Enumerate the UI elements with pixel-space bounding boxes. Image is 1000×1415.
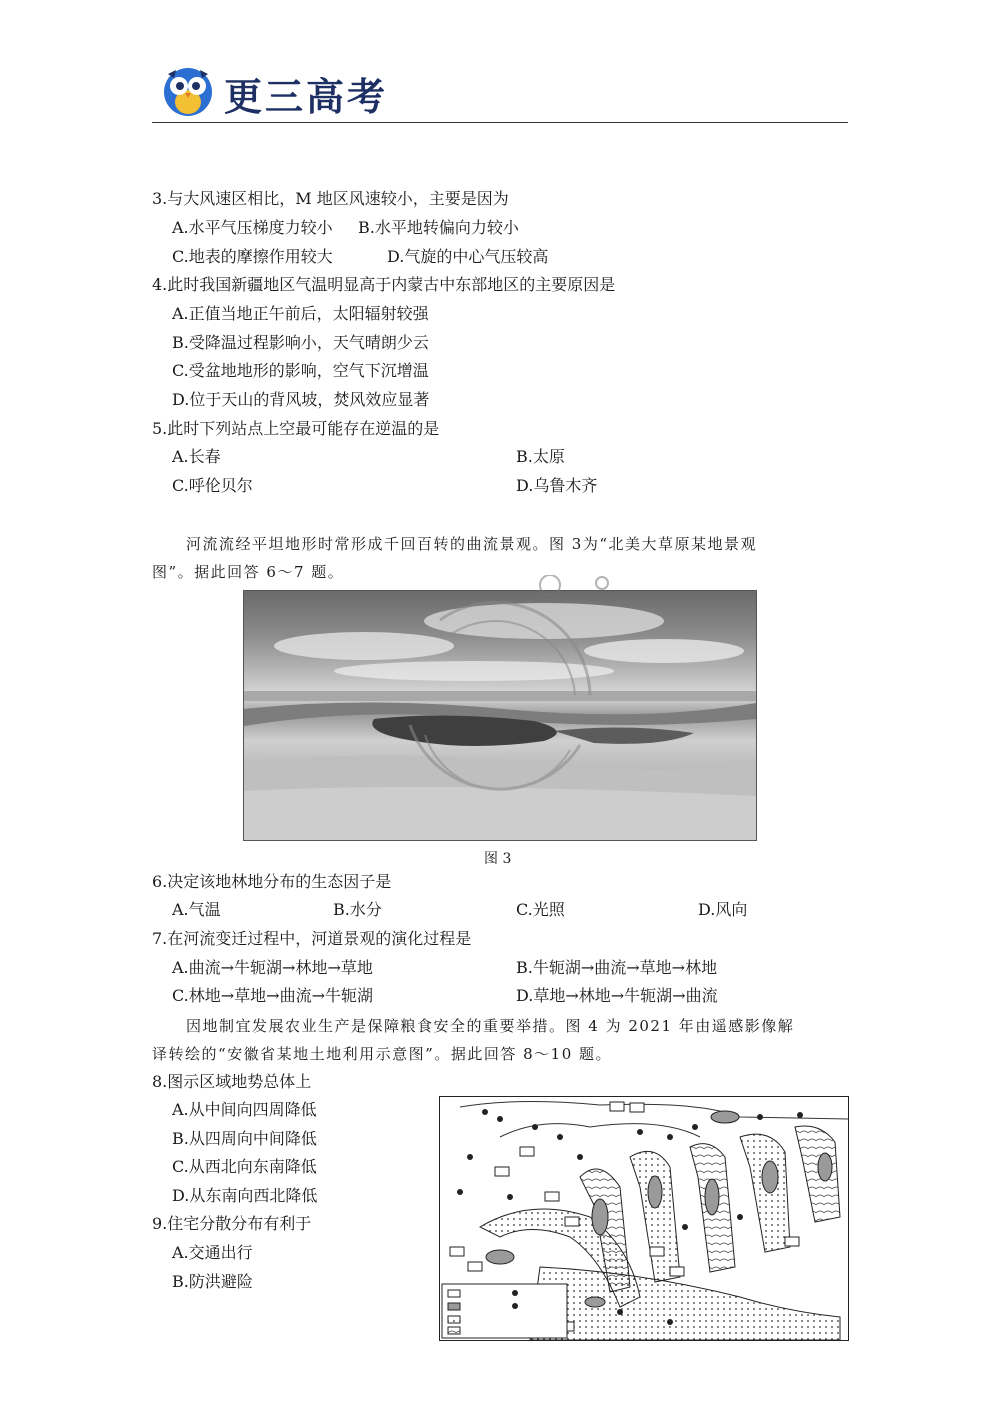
q3-option-c: C.地表的摩擦作用较大	[172, 247, 333, 266]
q4-option-b: B.受降温过程影响小，天气晴朗少云	[172, 333, 429, 352]
brand-title: 更三高考	[224, 75, 389, 119]
q5-option-a: A.长春	[172, 447, 221, 466]
q7-option-a: A.曲流→牛轭湖→林地→草地	[172, 958, 373, 977]
q5-stem: 5.此时下列站点上空最可能存在逆温的是	[152, 419, 440, 438]
q4-stem: 4.此时我国新疆地区气温明显高于内蒙古中东部地区的主要原因是	[152, 275, 616, 294]
q7-option-c: C.林地→草地→曲流→牛轭湖	[172, 986, 373, 1005]
q9-option-a: A.交通出行	[172, 1243, 253, 1262]
q3-stem: 3.与大风速区相比，M 地区风速较小，主要是因为	[152, 189, 509, 208]
q5-option-d: D.乌鲁木齐	[516, 476, 598, 495]
q9-stem: 9.住宅分散分布有利于	[152, 1214, 312, 1233]
q6-stem: 6.决定该地林地分布的生态因子是	[152, 872, 392, 891]
figure3-landscape-photo	[243, 590, 757, 841]
passage1-line2: 图”。据此回答 6～7 题。	[152, 563, 345, 581]
q7-stem: 7.在河流变迁过程中，河道景观的演化过程是	[152, 929, 472, 948]
q5-option-b: B.太原	[516, 447, 565, 466]
figure3-caption: 图 3	[484, 851, 512, 867]
owl-logo-icon	[160, 62, 216, 118]
q4-option-d: D.位于天山的背风坡，焚风效应显著	[172, 390, 430, 409]
q3-option-d: D.气旋的中心气压较高	[387, 247, 549, 266]
q8-option-b: B.从四周向中间降低	[172, 1129, 317, 1148]
q7-option-d: D.草地→林地→牛轭湖→曲流	[516, 986, 718, 1005]
passage1-line1: 河流流经平坦地形时常形成千回百转的曲流景观。图 3为“北美大草原某地景观	[186, 535, 757, 553]
q3-option-a: A.水平气压梯度力较小	[172, 218, 333, 237]
figure4-land-use-map	[439, 1096, 849, 1341]
q8-option-a: A.从中间向四周降低	[172, 1100, 317, 1119]
q8-option-c: C.从西北向东南降低	[172, 1157, 317, 1176]
passage2-line1: 因地制宜发展农业生产是保障粮食安全的重要举措。图 4 为 2021 年由遥感影像解	[186, 1017, 795, 1035]
q4-option-c: C.受盆地地形的影响，空气下沉增温	[172, 361, 429, 380]
q8-option-d: D.从东南向西北降低	[172, 1186, 318, 1205]
q6-option-b: B.水分	[333, 900, 382, 919]
q6-option-c: C.光照	[516, 900, 565, 919]
header-divider	[152, 122, 848, 123]
q6-option-d: D.风向	[698, 900, 748, 919]
passage2-line2: 译转绘的“安徽省某地土地利用示意图”。据此回答 8～10 题。	[152, 1045, 613, 1063]
q6-option-a: A.气温	[172, 900, 221, 919]
q9-option-b: B.防洪避险	[172, 1272, 253, 1291]
q3-option-b: B.水平地转偏向力较小	[358, 218, 519, 237]
q5-option-c: C.呼伦贝尔	[172, 476, 253, 495]
q4-option-a: A.正值当地正午前后，太阳辐射较强	[172, 304, 429, 323]
q8-stem: 8.图示区域地势总体上	[152, 1072, 312, 1091]
q7-option-b: B.牛轭湖→曲流→草地→林地	[516, 958, 718, 977]
